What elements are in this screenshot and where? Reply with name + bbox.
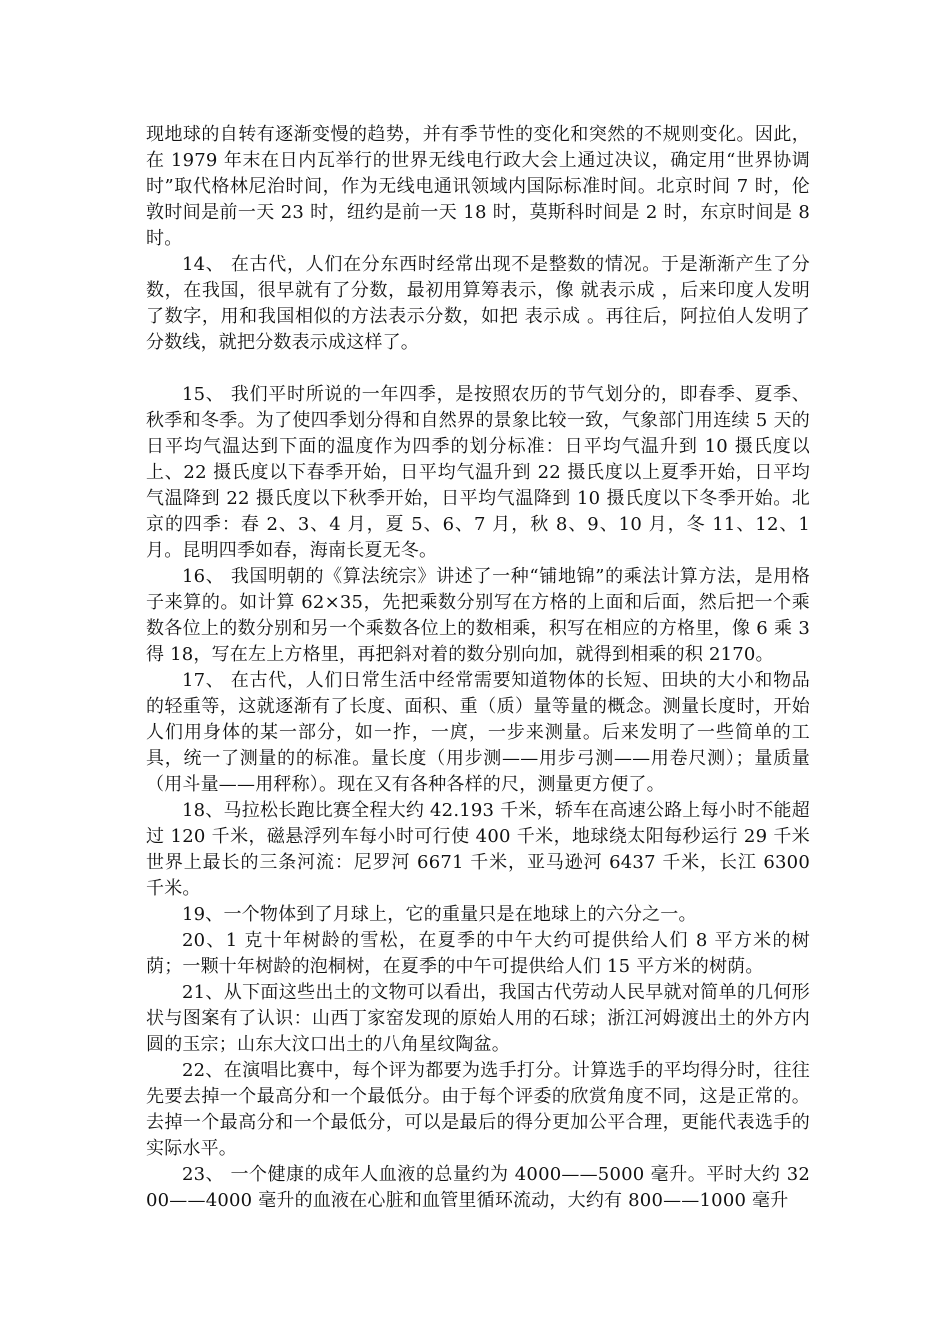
paragraph-21-artifacts: 21、从下面这些出土的文物可以看出，我国古代劳动人民早就对简单的几何形状与图案有了认识：山西丁家窑发现的原始人用的石球；浙江河姆渡出土的外方内圆的玉宗；山东大汶口出土的八角星纹陶盆。 [146, 982, 810, 1055]
paragraph-23-blood: 23、 一个健康的成年人血液的总量约为 4000——5000 毫升。平时大约 3200——4000 毫升的血液在心脏和血管里循环流动，大约有 800——1000 毫升 [146, 1164, 810, 1211]
blank-line [146, 356, 810, 382]
paragraph-15-seasons: 15、 我们平时所说的一年四季，是按照农历的节气划分的，即春季、夏季、秋季和冬季。为了使四季划分得和自然界的景象比较一致，气象部门用连续 5 天的日平均气温达到下面的温度作为四季的划分标准：日平均气温升到 10 摄氏度以上、22 摄氏度以下春季开始，日平均气温升到 22 摄氏度以上夏季开始，日平均气温降到 22 摄氏度以下秋季开始，日平均气温降到 10 摄氏度以下冬季开始。北京的四季：春 2、3、4 月，夏 5、6、7 月，秋 8、9、10 月，冬 11、12、1 月。昆明四季如春，海南长夏无冬。 [146, 384, 810, 561]
paragraph-22-scoring: 22、在演唱比赛中，每个评为都要为选手打分。计算选手的平均得分时，往往先要去掉一个最高分和一个最低分。由于每个评委的欣赏角度不同，这是正常的。去掉一个最高分和一个最低分，可以是最后的得分更加公平合理，更能代表选手的实际水平。 [146, 1060, 810, 1159]
paragraph-20-tree-shade: 20、1 克十年树龄的雪松，在夏季的中午大约可提供给人们 8 平方米的树荫；一颗十年树龄的泡桐树，在夏季的中午可提供给人们 15 平方米的树荫。 [146, 930, 810, 977]
paragraph-19-moon-weight: 19、一个物体到了月球上，它的重量只是在地球上的六分之一。 [182, 904, 697, 925]
paragraph-13-continued: 现地球的自转有逐渐变慢的趋势，并有季节性的变化和突然的不规则变化。因此，在 1979 年末在日内瓦举行的世界无线电行政大会上通过决议，确定用“世界协调时”取代格林尼治时间，作为无线电通讯领域内国际标准时间。北京时间 7 时，伦敦时间是前一天 23 时，纽约是前一天 18 时，莫斯科时间是 2 时，东京时间是 8 时。 [146, 124, 810, 249]
paragraph-18-distances: 18、马拉松长跑比赛全程大约 42.193 千米，轿车在高速公路上每小时不能超过 120 千米，磁悬浮列车每小时可行使 400 千米，地球绕太阳每秒运行 29 千米世界上最长的三条河流：尼罗河 6671 千米，亚马逊河 6437 千米，长江 6300 千米。 [146, 800, 810, 899]
document-body [146, 122, 810, 1214]
paragraph-17-measurement: 17、 在古代，人们日常生活中经常需要知道物体的长短、田块的大小和物品的轻重等，这就逐渐有了长度、面积、重（质）量等量的概念。测量长度时，开始人们用身体的某一部分，如一拃，一庹，一步来测量。后来发明了一些简单的工具，统一了测量的的标准。量长度（用步测——用步弓测——用卷尺测）；量质量（用斗量——用秤称）。现在又有各种各样的尺，测量更方便了。 [146, 670, 810, 795]
paragraph-16-multiplication: 16、 我国明朝的《算法统宗》讲述了一种“铺地锦”的乘法计算方法，是用格子来算的。如计算 62×35，先把乘数分别写在方格的上面和后面，然后把一个乘数各位上的数分别和另一个乘数各位上的数相乘，积写在相应的方格里，像 6 乘 3 得 18，写在左上方格里，再把斜对着的数分别向加，就得到相乘的积 2170。 [146, 566, 810, 665]
paragraph-14-fractions: 14、 在古代，人们在分东西时经常出现不是整数的情况。于是渐渐产生了分数，在我国，很早就有了分数，最初用算筹表示，像 就表示成 ，后来印度人发明了数字，用和我国相似的方法表示分数，如把 表示成 。再往后，阿拉伯人发明了分数线，就把分数表示成这样了。 [146, 254, 810, 353]
